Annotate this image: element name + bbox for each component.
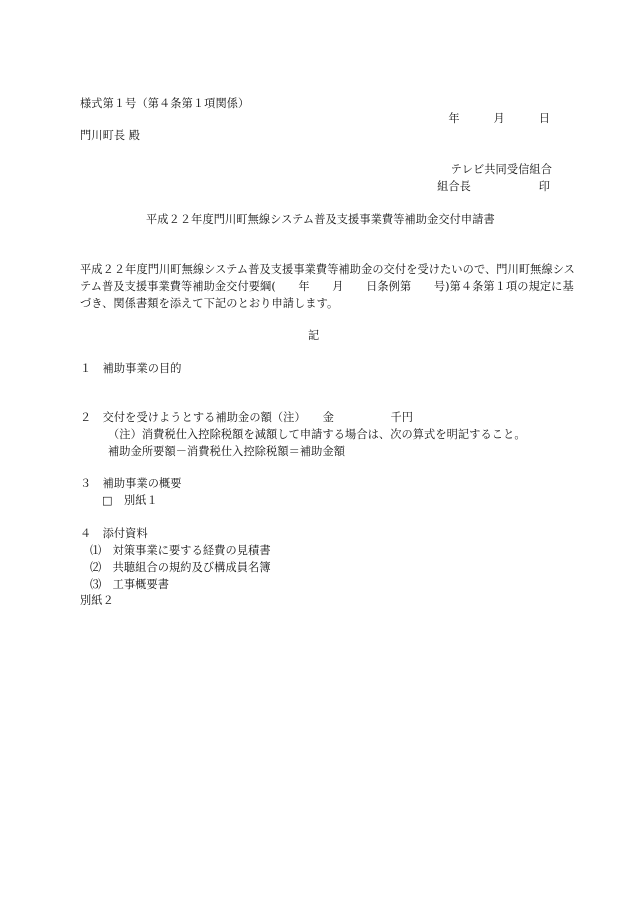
item-2-note-1: （注）消費税仕入控除税額を減額して申請する場合は、次の算式を明記すること。 — [108, 428, 526, 441]
document-title: 平成２２年度門川町無線システム普及支援事業費等補助金交付申請書 — [146, 213, 495, 226]
addressee: 門川町長 殿 — [80, 129, 141, 142]
item-3-sub: □ 別紙１ — [102, 494, 158, 507]
body-line-1: 平成２２年度門川町無線システム普及支援事業費等補助金の交付を受けたいので、門川町無線シス — [80, 263, 575, 276]
body-line-2: テム普及支援事業費等補助金交付要綱( 年 月 日条例第 号)第４条第１項の規定に基 — [80, 280, 574, 293]
applicant-title: 組合長 印 — [437, 180, 550, 193]
item-4-sub-1: ⑴ 対策事業に要する経費の見積書 — [90, 544, 271, 557]
ki-heading: 記 — [308, 329, 320, 342]
body-line-3: づき、関係書類を添えて下記のとおり申請します。 — [80, 297, 339, 310]
date-line: 年 月 日 — [448, 112, 550, 125]
item-3: ３ 補助事業の概要 — [80, 477, 182, 490]
form-number: 様式第１号（第４条第１項関係） — [80, 97, 250, 110]
item-2-note-2: 補助金所要額－消費税仕入控除税額＝補助金額 — [108, 445, 346, 458]
item-4: ４ 添付資料 — [80, 527, 148, 540]
attachment-2-label: 別紙２ — [80, 594, 114, 607]
item-1: １ 補助事業の目的 — [80, 362, 182, 375]
item-2: ２ 交付を受けようとする補助金の額（注） 金 千円 — [80, 411, 414, 424]
item-4-sub-3: ⑶ 工事概要書 — [90, 578, 170, 591]
item-4-sub-2: ⑵ 共聴組合の規約及び構成員名簿 — [90, 561, 271, 574]
applicant-org: テレビ共同受信組合 — [450, 163, 552, 176]
